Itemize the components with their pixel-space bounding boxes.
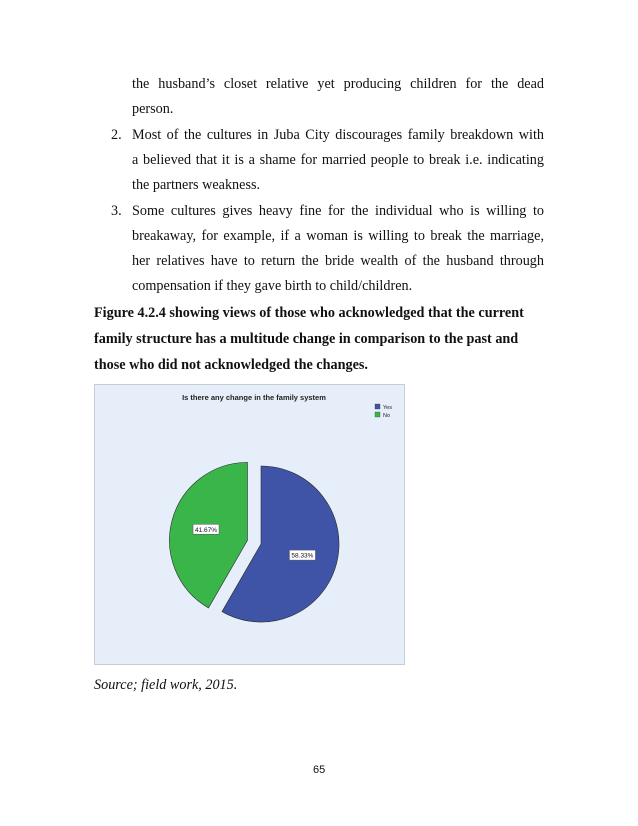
body-line: person. [132,101,174,117]
body-line: Most of the cultures in Juba City discourages family breakdown with [132,127,544,143]
body-line: her relatives have to return the bride wealth of the husband through [132,253,544,269]
legend-label-no: No [383,413,391,419]
data-label-no [193,524,219,534]
legend-swatch-no [375,412,380,417]
legend-label-yes: Yes [383,405,392,411]
body-line: compensation if they gave birth to child/children. [132,278,413,294]
body-line: breakaway, for example, if a woman is willing to break the marriage, [132,228,544,244]
body-line: the husband’s closet relative yet producing children for the dead [132,76,544,92]
list-number: 2. [111,127,122,143]
body-line: Some cultures gives heavy fine for the individual who is willing to [132,203,544,219]
figure-source: Source; field work, 2015. [94,677,238,693]
body-line: the partners weakness. [132,177,261,193]
figure-caption-line: Figure 4.2.4 showing views of those who acknowledged that the current [94,305,524,321]
svg-text:58.33%: 58.33% [291,552,314,560]
data-label-yes [289,550,315,560]
chart-background [95,385,405,665]
svg-text:41.67%: 41.67% [195,526,218,534]
pie-chart [94,384,405,665]
figure-caption-line: those who did not acknowledged the changes. [94,357,368,373]
page-number: 65 [313,764,326,776]
figure-caption-line: family structure has a multitude change in comparison to the past and [94,331,519,347]
chart-title: Is there any change in the family system [182,393,326,402]
body-line: a believed that it is a shame for married people to break i.e. indicating [132,152,544,168]
legend-swatch-yes [375,404,380,409]
list-number: 3. [111,203,122,219]
